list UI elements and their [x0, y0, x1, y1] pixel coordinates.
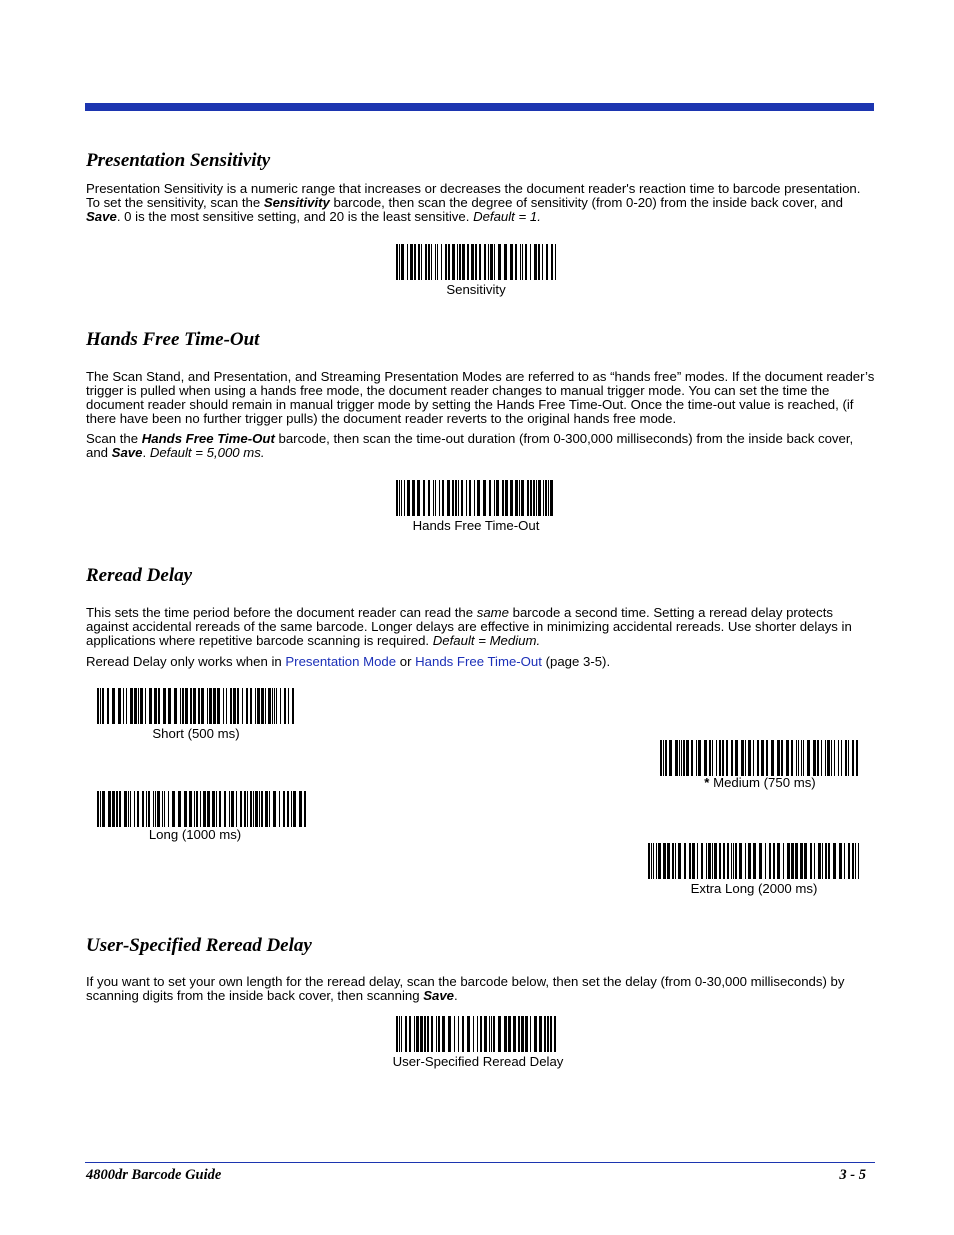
barcode-label-user-specified-reread-delay: User-Specified Reread Delay — [392, 1054, 564, 1069]
footer-page-number: 3 - 5 — [839, 1167, 866, 1183]
barcode-label-hands-free-time-out: Hands Free Time-Out — [412, 518, 540, 533]
heading-presentation-sensitivity: Presentation Sensitivity — [86, 150, 271, 171]
link-hands-free-time-out[interactable]: Hands Free Time-Out — [415, 654, 542, 669]
barcode-label-medium: * Medium (750 ms) — [704, 775, 816, 790]
heading-hands-free-time-out: Hands Free Time-Out — [86, 329, 260, 350]
default-marker: * — [704, 775, 710, 790]
paragraph-reread-delay: This sets the time period before the document reader can read the same barcode a second time. Setting a reread delay protects against accidental rereads of the same barcode. Longer delays are effective in minimizing accidental rereads. Use shorter delays in applications where repetitive barcode scanning is required. Default = Medium. — [86, 605, 852, 648]
barcode-sensitivity — [396, 244, 556, 280]
barcode-hands-free-time-out — [396, 480, 556, 516]
barcode-label-short: Short (500 ms) — [152, 726, 240, 741]
footer-title: 4800dr Barcode Guide — [86, 1167, 222, 1183]
barcode-medium — [660, 740, 860, 776]
heading-user-specified-reread-delay: User-Specified Reread Delay — [86, 935, 312, 956]
paragraph-reread-delay-note: Reread Delay only works when in Presentation Mode or Hands Free Time-Out (page 3-5). — [86, 654, 611, 669]
footer-rule — [85, 1162, 875, 1163]
barcode-label-extra-long: Extra Long (2000 ms) — [690, 881, 818, 896]
barcode-label-long: Long (1000 ms) — [148, 827, 242, 842]
barcode-user-specified-reread-delay — [396, 1016, 558, 1052]
header-rule — [85, 103, 874, 111]
paragraph-presentation-sensitivity: Presentation Sensitivity is a numeric range that increases or decreases the document reader's reaction time to barcode presentation. To set the sensitivity, scan the Sensitivity barcode, then scan the degree of sensitivity (from 0-20) from the inside back cover, and Save. 0 is the most sensitive setting, and 20 is the least sensitive. Default = 1. — [86, 181, 861, 224]
barcode-long — [97, 791, 307, 827]
barcode-extra-long — [648, 843, 860, 879]
link-presentation-mode[interactable]: Presentation Mode — [285, 654, 397, 669]
paragraph-user-specified-reread-delay: If you want to set your own length for the reread delay, scan the barcode below, then set the delay (from 0-30,000 milliseconds) by scanning digits from the inside back cover, then scanning Save. — [86, 974, 845, 1003]
heading-reread-delay: Reread Delay — [86, 565, 193, 586]
paragraph-hands-free-instructions: Scan the Hands Free Time-Out barcode, then scan the time-out duration (from 0-300,000 milliseconds) from the inside back cover, and Save. Default = 5,000 ms. — [86, 431, 854, 460]
barcode-label-sensitivity: Sensitivity — [446, 282, 506, 297]
barcode-short — [97, 688, 295, 724]
paragraph-hands-free-modes: The Scan Stand, and Presentation, and Streaming Presentation Modes are referred to as “hands free” modes. If the document reader’s trigger is pulled when using a hands free mode, the document reader changes to manual trigger mode. You can set the time the document reader should remain in manual trigger mode by setting the Hands Free Time-Out. Once the time-out value is reached, (if there have been no further trigger pulls) the document reader reverts to the original hands free mode. — [86, 369, 875, 426]
